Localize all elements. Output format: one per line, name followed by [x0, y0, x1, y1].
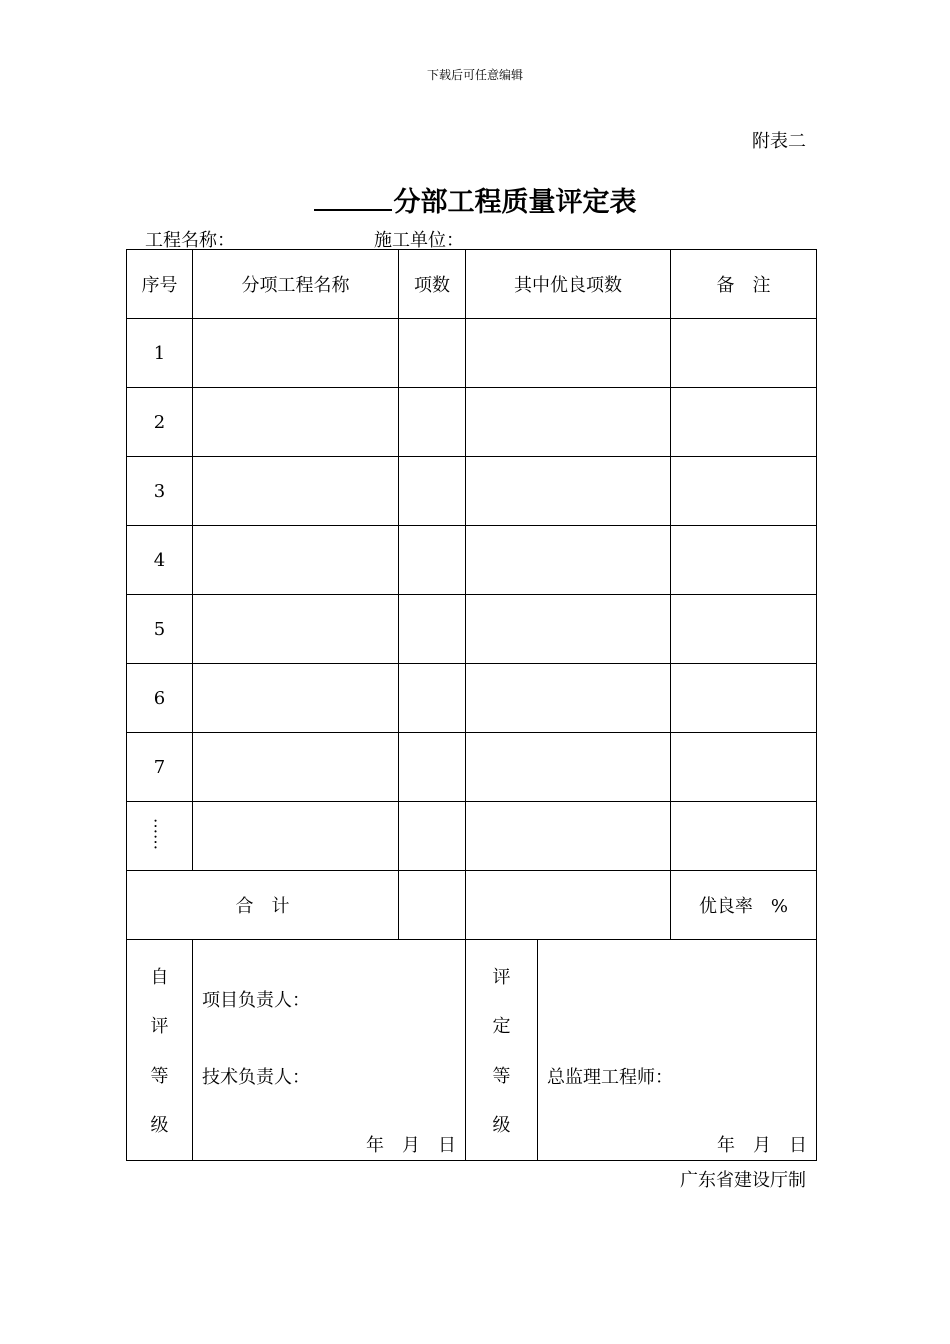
table-row — [127, 802, 817, 871]
review-char: 级 — [492, 1115, 511, 1137]
item-count-cell[interactable] — [399, 595, 466, 664]
row-seq-ellipsis — [127, 802, 193, 871]
item-count-cell[interactable] — [399, 388, 466, 457]
title-blank-underline[interactable] — [314, 183, 392, 211]
review-date: 年 月 日 — [717, 1135, 807, 1156]
excellent-count-cell[interactable] — [466, 733, 671, 802]
header-item-count: 项数 — [399, 250, 466, 319]
self-eval-char: 级 — [150, 1115, 169, 1137]
remarks-cell[interactable] — [671, 319, 817, 388]
review-char: 定 — [492, 1016, 511, 1038]
self-eval-grade-label — [127, 940, 193, 1161]
remarks-cell[interactable] — [671, 802, 817, 871]
form-title — [0, 180, 950, 219]
table-row — [127, 664, 817, 733]
construction-unit-label: 施工单位： — [374, 230, 464, 251]
row-seq: 6 — [127, 664, 193, 733]
header-seq: 序号 — [127, 250, 193, 319]
ellipsis-dots: …… — [150, 817, 170, 850]
item-name-cell[interactable] — [193, 664, 399, 733]
table-row — [127, 595, 817, 664]
excellent-rate-label: 优良率 % — [671, 871, 817, 940]
excellent-count-cell[interactable] — [466, 457, 671, 526]
row-seq: 4 — [127, 526, 193, 595]
remarks-cell[interactable] — [671, 388, 817, 457]
review-signature-cell[interactable] — [538, 940, 817, 1161]
total-excellent-count-cell[interactable] — [466, 871, 671, 940]
excellent-count-cell[interactable] — [466, 802, 671, 871]
total-item-count-cell[interactable] — [399, 871, 466, 940]
table-row — [127, 733, 817, 802]
excellent-count-cell[interactable] — [466, 595, 671, 664]
remarks-cell[interactable] — [671, 526, 817, 595]
table-row — [127, 319, 817, 388]
self-eval-char: 等 — [150, 1065, 169, 1087]
row-seq: 1 — [127, 319, 193, 388]
total-label: 合 计 — [127, 871, 399, 940]
item-count-cell[interactable] — [399, 664, 466, 733]
self-eval-char: 评 — [150, 1016, 169, 1038]
row-seq: 3 — [127, 457, 193, 526]
item-count-cell[interactable] — [399, 733, 466, 802]
project-name-label: 工程名称： — [145, 230, 235, 251]
issuer-note: 广东省建设厅制 — [680, 1170, 806, 1191]
item-count-cell[interactable] — [399, 802, 466, 871]
row-seq: 7 — [127, 733, 193, 802]
remarks-cell[interactable] — [671, 664, 817, 733]
remarks-cell[interactable] — [671, 733, 817, 802]
item-name-cell[interactable] — [193, 388, 399, 457]
review-grade-label — [466, 940, 538, 1161]
excellent-count-cell[interactable] — [466, 526, 671, 595]
item-count-cell[interactable] — [399, 526, 466, 595]
header-excellent-count: 其中优良项数 — [466, 250, 671, 319]
row-seq: 5 — [127, 595, 193, 664]
table-row — [127, 388, 817, 457]
title-text: 分部工程质量评定表 — [393, 187, 637, 218]
item-name-cell[interactable] — [193, 595, 399, 664]
self-eval-signature-cell[interactable] — [193, 940, 466, 1161]
excellent-count-cell[interactable] — [466, 319, 671, 388]
table-header-row — [127, 250, 817, 319]
item-name-cell[interactable] — [193, 457, 399, 526]
quality-evaluation-table — [126, 249, 817, 1161]
excellent-count-cell[interactable] — [466, 664, 671, 733]
item-name-cell[interactable] — [193, 526, 399, 595]
item-name-cell[interactable] — [193, 802, 399, 871]
chief-supervisor-label: 总监理工程师： — [547, 1067, 673, 1088]
item-name-cell[interactable] — [193, 733, 399, 802]
item-count-cell[interactable] — [399, 457, 466, 526]
download-note: 下载后可任意编辑 — [426, 68, 523, 82]
header-remarks: 备 注 — [671, 250, 817, 319]
project-leader-label: 项目负责人： — [202, 990, 310, 1011]
self-eval-date: 年 月 日 — [366, 1135, 456, 1156]
signature-row — [127, 940, 817, 1161]
total-row — [127, 871, 817, 940]
row-seq: 2 — [127, 388, 193, 457]
item-count-cell[interactable] — [399, 319, 466, 388]
header-item-name: 分项工程名称 — [193, 250, 399, 319]
remarks-cell[interactable] — [671, 457, 817, 526]
remarks-cell[interactable] — [671, 595, 817, 664]
tech-leader-label: 技术负责人： — [202, 1067, 310, 1088]
item-name-cell[interactable] — [193, 319, 399, 388]
appendix-label: 附表二 — [752, 131, 806, 152]
table-row — [127, 526, 817, 595]
self-eval-char: 自 — [150, 966, 169, 988]
review-char: 等 — [492, 1065, 511, 1087]
review-char: 评 — [492, 966, 511, 988]
excellent-count-cell[interactable] — [466, 388, 671, 457]
table-row — [127, 457, 817, 526]
